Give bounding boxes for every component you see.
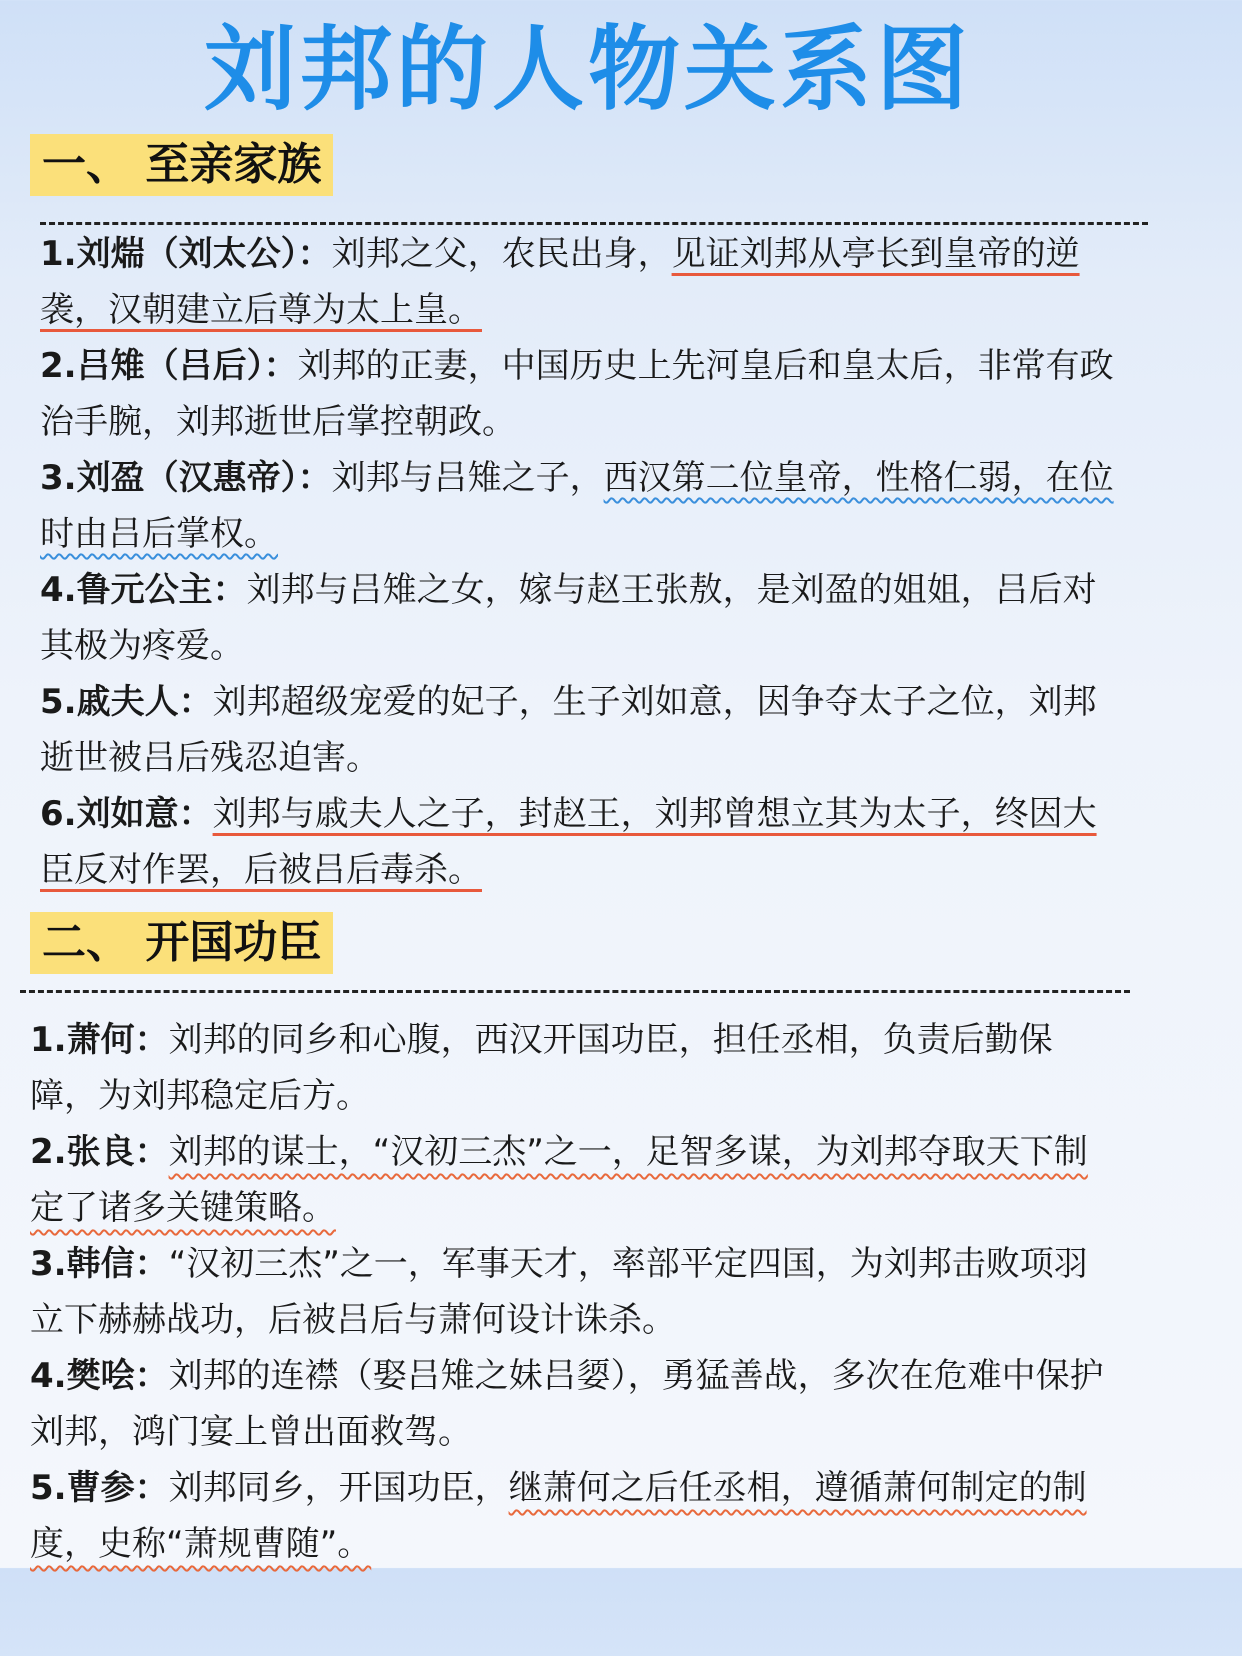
entry-text: 刘邦的正妻，中国历史上先河皇后和皇太后，非常有政治手腕，刘邦逝世后掌控朝政。 — [40, 346, 1114, 442]
entry-lv-zhi — [40, 338, 1120, 450]
entry-liu-tuan — [40, 226, 1120, 338]
entry-highlight: 见证刘邦从亭长到皇帝的逆袭，汉朝建立后尊为太上皇。 — [40, 234, 1080, 330]
entry-fan-kuai — [30, 1348, 1120, 1460]
section-divider — [40, 222, 1148, 225]
entry-xiao-he — [30, 1012, 1120, 1124]
section-heading-ministers: 二、 开国功臣 — [30, 912, 333, 974]
entry-han-xin — [30, 1236, 1120, 1348]
entry-label: 3.刘盈（汉惠帝）： — [40, 458, 332, 498]
entry-label: 1.刘煓（刘太公）： — [40, 234, 332, 274]
entry-liu-ruyi — [40, 786, 1120, 898]
entry-highlight: 继萧何之后任丞相，遵循萧何制定的制度，史称“萧规曹随”。 — [30, 1468, 1087, 1564]
family-entries — [40, 226, 1120, 898]
entry-highlight: 刘邦的谋士，“汉初三杰”之一，足智多谋，为刘邦夺取天下制定了诸多关键策略。 — [30, 1132, 1088, 1228]
page-title: 刘邦的人物关系图 — [203, 16, 972, 123]
entry-text: 刘邦与吕雉之女，嫁与赵王张敖，是刘盈的姐姐，吕后对其极为疼爱。 — [40, 570, 1097, 666]
entry-zhang-liang — [30, 1124, 1120, 1236]
entry-text: 刘邦的连襟（娶吕雉之妹吕媭），勇猛善战，多次在危难中保护刘邦，鸿门宴上曾出面救驾。 — [30, 1356, 1104, 1452]
entry-label: 2.张良： — [30, 1132, 169, 1172]
entry-text: “汉初三杰”之一，军事天才，率部平定四国，为刘邦击败项羽立下赫赫战功，后被吕后与萧何设计诛杀。 — [30, 1244, 1088, 1340]
entry-luyuan-princess — [40, 562, 1120, 674]
entry-liu-ying — [40, 450, 1120, 562]
minister-entries — [30, 1012, 1120, 1572]
entry-label: 4.樊哙： — [30, 1356, 169, 1396]
entry-label: 5.戚夫人： — [40, 682, 213, 722]
entry-lady-qi — [40, 674, 1120, 786]
entry-highlight: 刘邦与戚夫人之子，封赵王，刘邦曾想立其为太子，终因大臣反对作罢，后被吕后毒杀。 — [40, 794, 1097, 890]
entry-label: 3.韩信： — [30, 1244, 169, 1284]
entry-label: 5.曹参： — [30, 1468, 169, 1508]
section-divider — [20, 990, 1130, 993]
entry-highlight: 西汉第二位皇帝，性格仁弱，在位时由吕后掌权。 — [40, 458, 1114, 554]
entry-text: 刘邦与吕雉之子， — [331, 458, 604, 498]
entry-label: 1.萧何： — [30, 1020, 169, 1060]
section-heading-family: 一、 至亲家族 — [30, 134, 333, 196]
entry-text: 刘邦超级宠爱的妃子，生子刘如意，因争夺太子之位，刘邦逝世被吕后残忍迫害。 — [40, 682, 1097, 778]
entry-cao-shen — [30, 1460, 1120, 1572]
entry-label: 4.鲁元公主： — [40, 570, 247, 610]
entry-label: 6.刘如意： — [40, 794, 213, 834]
entry-text: 刘邦同乡，开国功臣， — [168, 1468, 509, 1508]
entry-text: 刘邦之父，农民出身， — [331, 234, 672, 274]
entry-text: 刘邦的同乡和心腹，西汉开国功臣，担任丞相，负责后勤保障，为刘邦稳定后方。 — [30, 1020, 1053, 1116]
entry-label: 2.吕雉（吕后）： — [40, 346, 298, 386]
